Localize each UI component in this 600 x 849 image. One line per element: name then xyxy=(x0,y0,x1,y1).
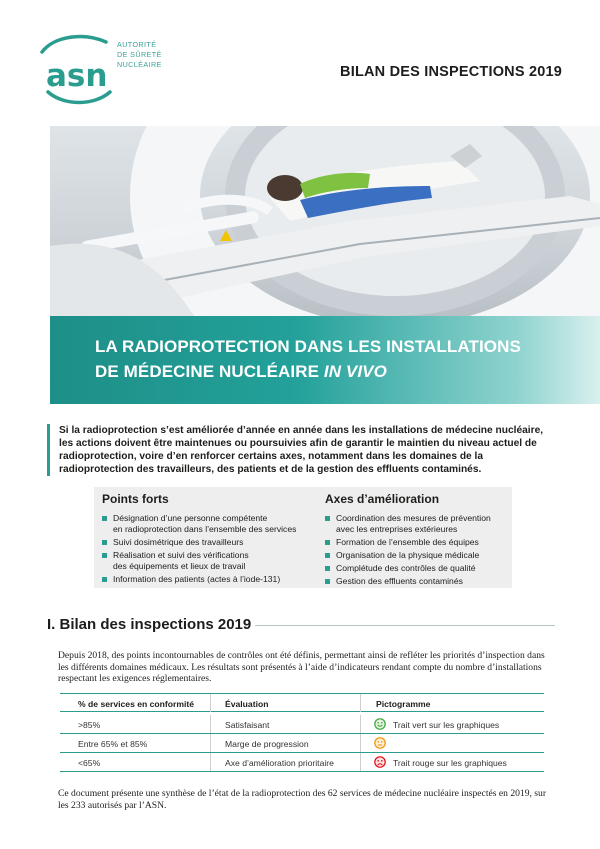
table-header: Évaluation xyxy=(225,699,269,709)
table-header-row xyxy=(60,693,544,712)
strength-item: Désignation d’une personne compétente en radioprotection dans l’ensemble des services xyxy=(102,513,296,535)
improvement-item: Gestion des effluents contaminés xyxy=(325,576,463,587)
evaluation-cell: Axe d’amélioration prioritaire xyxy=(225,758,334,768)
improvement-item: Organisation de la physique médicale xyxy=(325,550,479,561)
smiley-neutral-icon xyxy=(374,737,386,749)
section-title: I. Bilan des inspections 2019 xyxy=(47,616,252,633)
table-row xyxy=(60,734,544,753)
smiley-happy-icon xyxy=(374,718,386,730)
strengths-column xyxy=(102,492,302,584)
range-cell: <65% xyxy=(78,758,101,768)
intro-paragraph: Si la radioprotection s’est améliorée d’année en année dans les installations de médecine nucléaire, les actions doivent être maintenues ou poursuivies afin de garantir le maintien du niveau actuel de radioprotection, voire d’en renforcer certains axes, notamment dans les domaines de la radioprotection des travailleurs, des patients et de la gestion des effluents contaminés. xyxy=(47,424,557,476)
evaluation-cell: Satisfaisant xyxy=(225,720,270,730)
improvement-item: Formation de l’ensemble des équipes xyxy=(325,537,479,548)
strengths-title: Points forts xyxy=(102,492,169,506)
logo-tagline: AUTORITÉ DE SÛRETÉ NUCLÉAIRE xyxy=(117,40,162,69)
banner-title: LA RADIOPROTECTION DANS LES INSTALLATIONS DE MÉDECINE NUCLÉAIRE IN VIVO xyxy=(95,337,521,381)
range-cell: >85% xyxy=(78,720,101,730)
improvement-item: Coordination des mesures de prévention avec les entreprises extérieures xyxy=(325,513,491,535)
title-banner xyxy=(50,316,600,404)
closing-paragraph: Ce document présente une synthèse de l’état de la radioprotection des 62 services de médecine nucléaire inspectés en 2019, sur les 233 autorisés par l’ASN. xyxy=(58,788,547,811)
strength-item: Réalisation et suivi des vérifications des équipements et lieux de travail xyxy=(102,550,249,572)
strength-item: Information des patients (actes à l’iode-131) xyxy=(102,574,280,585)
pictogram-text: Trait rouge sur les graphiques xyxy=(393,758,507,768)
section-paragraph: Depuis 2018, des points incontournables de contrôles ont été définis, permettant ainsi de refléter les priorités d’inspection dans les différents domaines médicaux. Les résultats sont présentés à l’aide d’indicateurs rendant compte du nombre d’installations respectant les exigences réglementaires. xyxy=(58,650,545,685)
smiley-sad-icon xyxy=(374,756,386,768)
table-header: Pictogramme xyxy=(376,699,431,709)
improvements-title: Axes d’amélioration xyxy=(325,492,440,506)
table-row xyxy=(60,753,544,772)
table-header: % de services en conformité xyxy=(78,699,195,709)
evaluation-cell: Marge de progression xyxy=(225,739,309,749)
section-divider xyxy=(255,625,555,626)
strength-item: Suivi dosimétrique des travailleurs xyxy=(102,537,243,548)
pictogram-text: Trait vert sur les graphiques xyxy=(393,720,500,730)
logo-word: asn xyxy=(46,58,108,94)
summary-box xyxy=(94,487,512,588)
range-cell: Entre 65% et 85% xyxy=(78,739,148,749)
asn-logo xyxy=(34,30,174,105)
hero-photo-scanner xyxy=(50,126,600,326)
improvements-column xyxy=(325,492,510,586)
improvement-item: Complétude des contrôles de qualité xyxy=(325,563,476,574)
document-title: BILAN DES INSPECTIONS 2019 xyxy=(340,64,562,80)
hero xyxy=(50,126,600,404)
table-row xyxy=(60,715,544,734)
